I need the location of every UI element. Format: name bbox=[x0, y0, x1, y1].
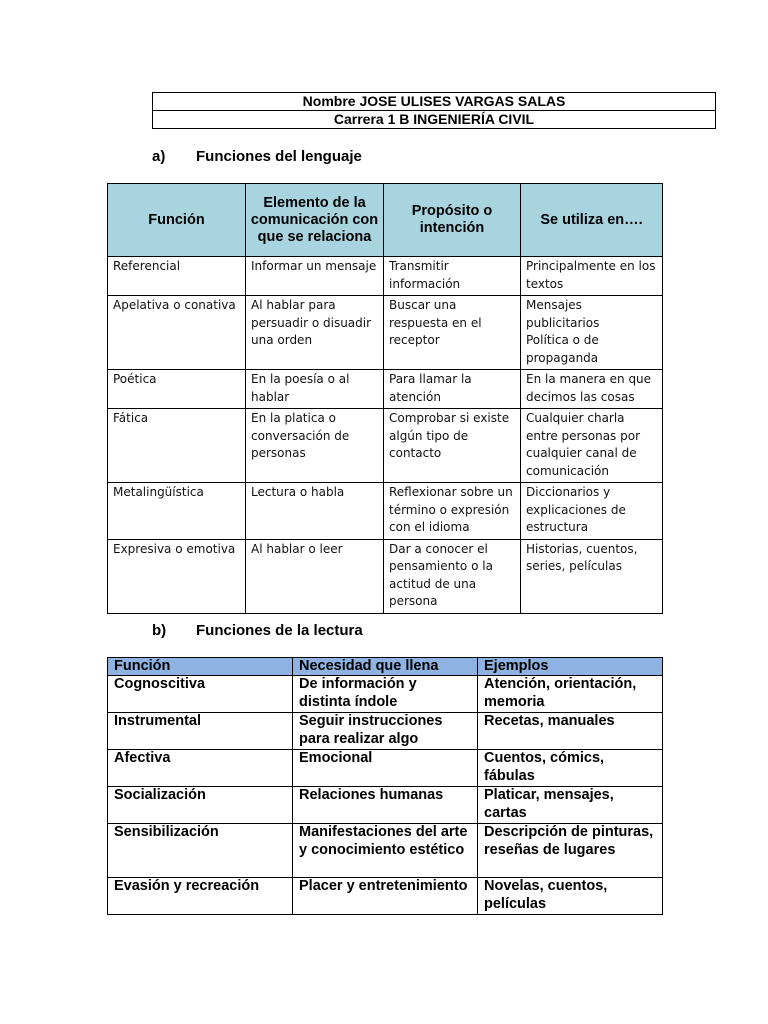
cell-uso-line: Cualquier charla entre personas por cualquier canal de comunicación bbox=[526, 411, 641, 478]
table-row bbox=[108, 257, 663, 296]
cell-ejemplos: Atención, orientación, memoria bbox=[478, 676, 663, 713]
section-b-title: Funciones de la lectura bbox=[196, 622, 363, 639]
student-info-box bbox=[152, 92, 716, 129]
column-header: Función bbox=[108, 658, 293, 676]
cell-necesidad: Relaciones humanas bbox=[293, 787, 478, 824]
cell-necesidad: Seguir instrucciones para realizar algo bbox=[293, 713, 478, 750]
cell-ejemplos: Descripción de pinturas, reseñas de lugares bbox=[478, 824, 663, 878]
cell-uso bbox=[521, 539, 663, 613]
student-name: Nombre JOSE ULISES VARGAS SALAS bbox=[153, 93, 716, 111]
column-header: Se utiliza en…. bbox=[521, 184, 663, 257]
cell-ejemplos: Cuentos, cómics, fábulas bbox=[478, 750, 663, 787]
cell-uso bbox=[521, 257, 663, 296]
cell-uso-line: Política o de propaganda bbox=[526, 333, 599, 365]
cell-funcion: Afectiva bbox=[108, 750, 293, 787]
cell-funcion: Expresiva o emotiva bbox=[108, 539, 246, 613]
column-header: Elemento de la comunicación con que se relaciona bbox=[246, 184, 384, 257]
cell-uso-line: Principalmente en los textos bbox=[526, 259, 656, 291]
cell-ejemplos: Recetas, manuales bbox=[478, 713, 663, 750]
cell-elemento: En la poesía o al hablar bbox=[246, 370, 384, 409]
cell-uso-line: Diccionarios y explicaciones de estructura bbox=[526, 485, 626, 534]
cell-uso bbox=[521, 296, 663, 370]
table-row bbox=[108, 296, 663, 370]
cell-uso bbox=[521, 370, 663, 409]
student-career: Carrera 1 B INGENIERÍA CIVIL bbox=[153, 111, 716, 129]
section-a-title: Funciones del lenguaje bbox=[196, 148, 362, 165]
table-row bbox=[108, 370, 663, 409]
cell-uso bbox=[521, 483, 663, 540]
column-header: Función bbox=[108, 184, 246, 257]
cell-elemento: Lectura o habla bbox=[246, 483, 384, 540]
cell-ejemplos: Platicar, mensajes, cartas bbox=[478, 787, 663, 824]
table-row bbox=[108, 878, 663, 915]
cell-funcion: Referencial bbox=[108, 257, 246, 296]
table-row bbox=[108, 750, 663, 787]
section-a-letter: a) bbox=[152, 148, 166, 165]
cell-uso bbox=[521, 409, 663, 483]
column-header: Necesidad que llena bbox=[293, 658, 478, 676]
section-a-heading bbox=[152, 148, 362, 165]
reading-functions-table bbox=[107, 657, 663, 915]
cell-funcion: Socialización bbox=[108, 787, 293, 824]
cell-ejemplos: Novelas, cuentos, películas bbox=[478, 878, 663, 915]
cell-necesidad: Emocional bbox=[293, 750, 478, 787]
cell-elemento: Al hablar para persuadir o disuadir una orden bbox=[246, 296, 384, 370]
cell-funcion: Instrumental bbox=[108, 713, 293, 750]
cell-uso-line: Historias, cuentos, series, películas bbox=[526, 541, 638, 573]
table-row bbox=[108, 824, 663, 878]
cell-necesidad: De información y distinta índole bbox=[293, 676, 478, 713]
section-b-letter: b) bbox=[152, 622, 167, 639]
cell-proposito: Dar a conocer el pensamiento o la actitud de una persona bbox=[384, 539, 521, 613]
table-row bbox=[108, 676, 663, 713]
cell-funcion: Evasión y recreación bbox=[108, 878, 293, 915]
cell-elemento: En la platica o conversación de personas bbox=[246, 409, 384, 483]
cell-funcion: Apelativa o conativa bbox=[108, 296, 246, 370]
table-header-row bbox=[108, 658, 663, 676]
table-header-row bbox=[108, 184, 663, 257]
cell-funcion: Fática bbox=[108, 409, 246, 483]
cell-funcion: Cognoscitiva bbox=[108, 676, 293, 713]
section-b-heading bbox=[152, 622, 363, 639]
table-row bbox=[108, 409, 663, 483]
table-row bbox=[108, 787, 663, 824]
cell-proposito: Transmitir información bbox=[384, 257, 521, 296]
column-header: Ejemplos bbox=[478, 658, 663, 676]
cell-elemento: Informar un mensaje bbox=[246, 257, 384, 296]
cell-funcion: Poética bbox=[108, 370, 246, 409]
table-row bbox=[108, 539, 663, 613]
cell-necesidad: Placer y entretenimiento bbox=[293, 878, 478, 915]
cell-necesidad: Manifestaciones del arte y conocimiento estético bbox=[293, 824, 478, 878]
cell-funcion: Metalingüística bbox=[108, 483, 246, 540]
column-header: Propósito o intención bbox=[384, 184, 521, 257]
language-functions-table bbox=[107, 183, 663, 614]
table-row bbox=[108, 713, 663, 750]
cell-proposito: Comprobar si existe algún tipo de contacto bbox=[384, 409, 521, 483]
table-row bbox=[108, 483, 663, 540]
cell-uso-line: En la manera en que decimos las cosas bbox=[526, 372, 652, 404]
cell-proposito: Reflexionar sobre un término o expresión con el idioma bbox=[384, 483, 521, 540]
cell-uso-line: Mensajes publicitarios bbox=[526, 298, 600, 330]
cell-elemento: Al hablar o leer bbox=[246, 539, 384, 613]
cell-funcion: Sensibilización bbox=[108, 824, 293, 878]
cell-proposito: Para llamar la atención bbox=[384, 370, 521, 409]
cell-proposito: Buscar una respuesta en el receptor bbox=[384, 296, 521, 370]
